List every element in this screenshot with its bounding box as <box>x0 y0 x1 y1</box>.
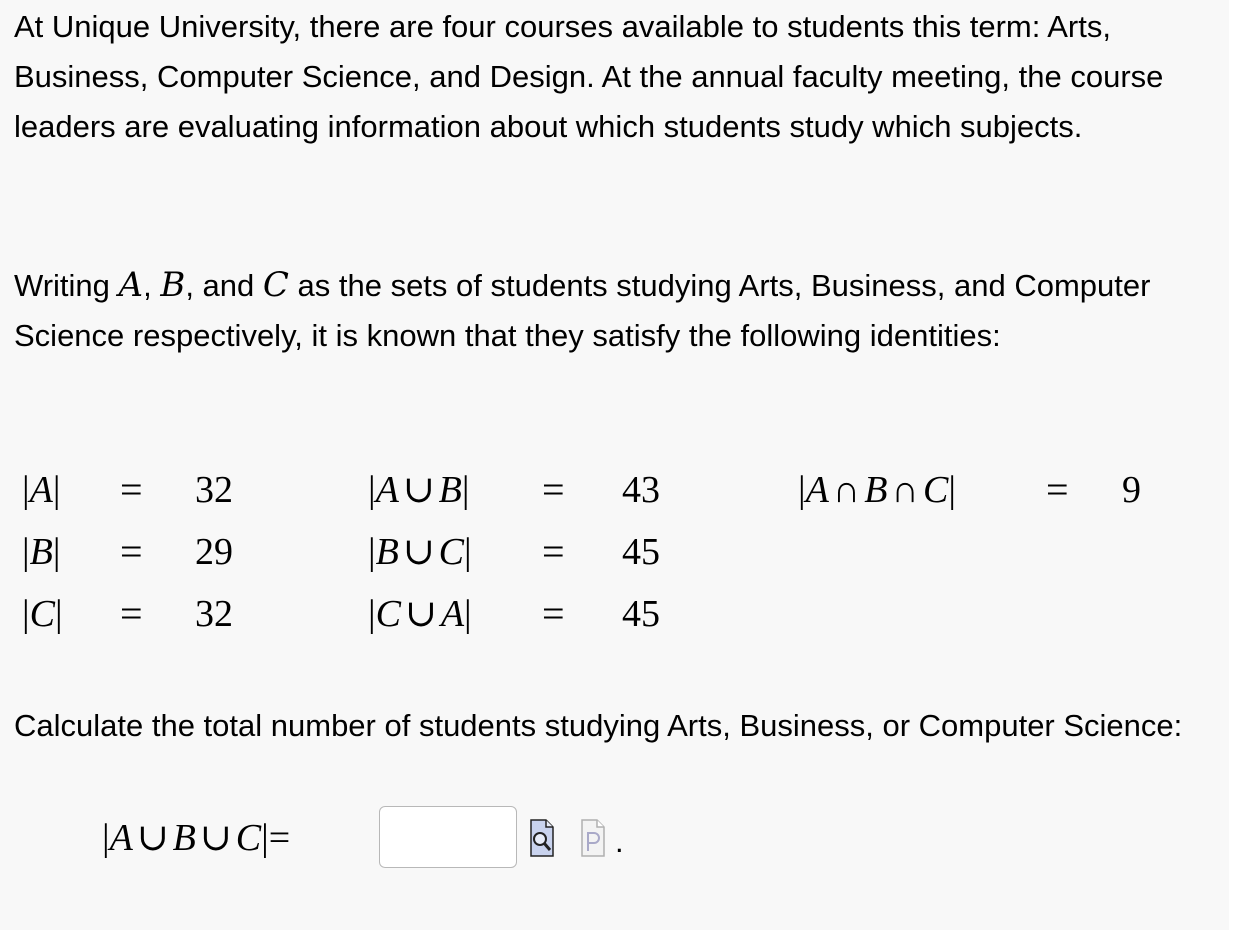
identity-lhs-c-union-a: |C ∪ A| <box>368 593 472 635</box>
setup-sep1: , <box>143 268 161 303</box>
identity-value-a-union-b: 43 <box>622 469 660 511</box>
identity-equals: = <box>542 529 565 574</box>
identity-equals: = <box>120 529 143 574</box>
identity-value-c-union-a: 45 <box>622 593 660 635</box>
identity-lhs-b: |B| <box>22 531 61 573</box>
identity-lhs-b-union-c: |B ∪ C| <box>368 531 472 573</box>
setup-paragraph <box>14 260 1229 361</box>
answer-input[interactable] <box>379 806 517 868</box>
preview-magnifier-icon[interactable] <box>529 818 555 858</box>
identity-lhs-triple-intersection: |A ∩ B ∩ C| <box>798 469 956 511</box>
identity-equals: = <box>120 467 143 512</box>
identity-lhs-a: |A| <box>22 469 61 511</box>
identity-value-b: 29 <box>195 531 233 573</box>
var-c: C <box>262 265 289 305</box>
help-document-icon[interactable] <box>580 818 606 858</box>
identity-equals: = <box>542 467 565 512</box>
identity-lhs-c: |C| <box>22 593 63 635</box>
var-b: B <box>160 265 186 305</box>
answer-period: . <box>615 824 624 859</box>
answer-label: |A ∪ B ∪ C|= <box>102 817 291 859</box>
intro-paragraph: At Unique University, there are four courses available to students this term: Arts, Business, Computer Science, and Design. At the annual faculty meeting, the course leaders are evaluating information about which students study which subjects. <box>14 9 1164 144</box>
identity-value-c: 32 <box>195 593 233 635</box>
question-paragraph: Calculate the total number of students studying Arts, Business, or Computer Science: <box>14 708 1183 743</box>
identity-value-a: 32 <box>195 469 233 511</box>
identity-value-b-union-c: 45 <box>622 531 660 573</box>
identity-value-triple-intersection: 9 <box>1122 469 1141 511</box>
identity-equals: = <box>542 591 565 636</box>
identity-equals: = <box>120 591 143 636</box>
setup-prefix: Writing <box>14 268 119 303</box>
identity-equals: = <box>1046 467 1069 512</box>
identity-lhs-a-union-b: |A ∪ B| <box>368 469 470 511</box>
setup-suffix: as the sets of students studying Arts, Business, and Computer Science respectively, it is known that they satisfy the following identities: <box>14 268 1151 353</box>
setup-sep2: , and <box>185 268 263 303</box>
var-a: A <box>118 265 144 305</box>
